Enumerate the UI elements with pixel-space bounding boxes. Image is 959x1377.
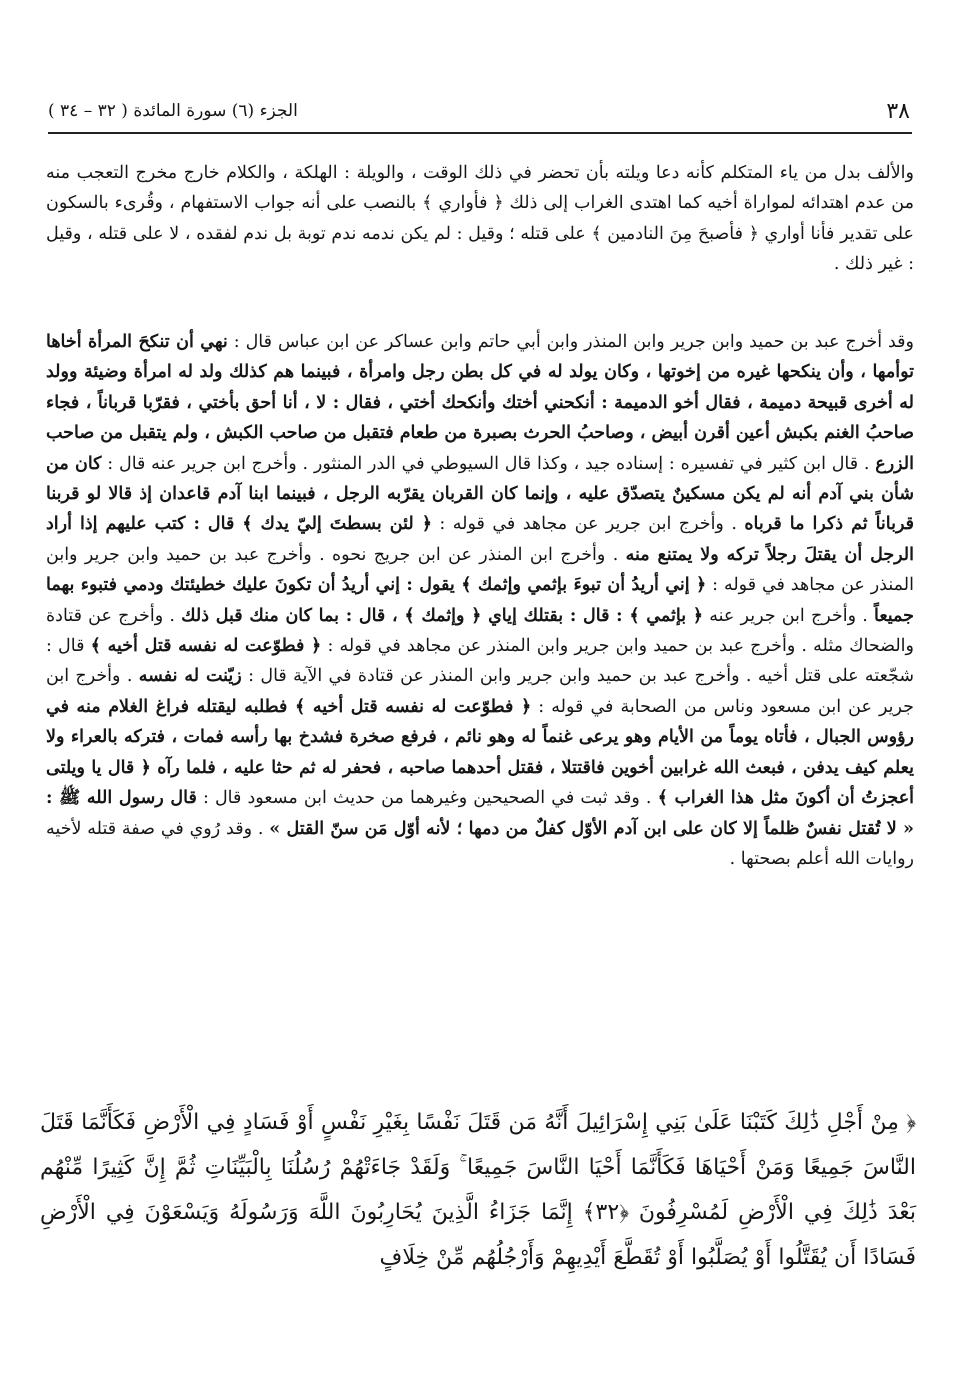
- narration-text: . وأخرج ابن المنذر عن ابن جريج نحوه . وأخرج عبد بن حميد وابن جرير وابن المنذر عن مجاهد في قوله :: [46, 544, 914, 596]
- narration-text: . وقد رُوي في صفة قتله لأخيه روايات الله أعلم بصحتها .: [46, 818, 914, 869]
- narration-text: . وأخرج عن قتادة والضحاك مثله . وأخرج عبد بن حميد وابن جرير وابن المنذر عن مجاهد في قوله :: [46, 605, 914, 657]
- narration-text: وقد أخرج عبد بن حميد وابن جرير وابن المنذر وابن أبي حاتم وابن عساكر عن ابن عباس قال :: [227, 332, 914, 352]
- narration-text: . وأخرج ابن جرير عن مجاهد في قوله :: [431, 514, 745, 535]
- paragraph-commentary: والألف بدل من ياء المتكلم كأنه دعا ويلته بأن تحضر في ذلك الوقت ، والويلة : الهلكة ، والكلام خارج مخرج التعجب منه من عدم اهتدائه لمواراة أخيه كما اهتدى الغراب إلى ذلك ﴿ فأواري ﴾ بالنصب على أنه جواب الاستفهام ، وقُرىء بالسكون على تقدير فأنا أواري ﴿ فأصبحَ مِنَ النادمين ﴾ على قتله ؛ وقيل : لم يكن ندمه ندم توبة بل ندم لفقده ، لا على قتله ، وقيل : غير ذلك .: [46, 163, 914, 275]
- quoted-narration: ﴿ بإثمي ﴾ : قال : بقتلك إياي ﴿ وإثمك ﴾ ، قال : بما كان منك قبل ذلك: [181, 605, 704, 626]
- quoted-narration: كان من شأن بني آدم أنه لم يكن مسكينٌ يتصدّق عليه ، وإنما كان القربان يقرّبه الرجل ، فبينما ابنا آدم قاعدان إذ قالا لو قربنا قرباناً ثم ذكرا ما قرباه: [46, 453, 915, 535]
- quran-verse-block: ﴿ مِنْ أَجْلِ ذَٰلِكَ كَتَبْنَا عَلَىٰ بَنِي إِسْرَائِيلَ أَنَّهُ مَن قَتَلَ نَفْسًا بِغَيْرِ نَفْسٍ أَوْ فَسَادٍ فِي الْأَرْضِ فَكَأَنَّمَا قَتَلَ النَّاسَ جَمِيعًا وَمَنْ أَحْيَاهَا فَكَأَنَّمَا أَحْيَا النَّاسَ جَمِيعًا ۚ وَلَقَدْ جَاءَتْهُمْ رُسُلُنَا بِالْبَيِّنَاتِ ثُمَّ إِنَّ كَثِيرًا مِّنْهُم بَعْدَ ذَٰلِكَ فِي الْأَرْضِ لَمُسْرِفُونَ ﴿٣٢﴾ إِنَّمَا جَزَاءُ الَّذِينَ يُحَارِبُونَ اللَّهَ وَرَسُولَهُ وَيَسْعَوْنَ فِي الْأَرْضِ فَسَادًا أَن يُقَتَّلُوا أَوْ يُصَلَّبُوا أَوْ تُقَطَّعَ أَيْدِيهِمْ وَأَرْجُلُهُم مِّنْ خِلَافٍ: [40, 1110, 916, 1270]
- page-header: [48, 92, 910, 130]
- paragraph-narrations: [46, 327, 914, 874]
- quoted-narration: زيّنت له نفسه: [138, 666, 242, 687]
- running-title: الجزء (٦) سورة المائدة ( ٣٢ – ٣٤ ): [48, 101, 298, 121]
- quoted-narration: ﴿ فطوّعت له نفسه قتل أخيه ﴾: [90, 636, 322, 657]
- quoted-narration: ﴿ فطوّعت له نفسه قتل أخيه ﴾ فطلبه ليقتله فراغ الغلام منه في رؤوس الجبال ، فأتاه يوماً من الأيام وهو يرعى غنماً له وهو نائم ، فرفع صخرة فشدخ بها رأسه فمات ، فتركه بالعراء ولا يعلم كيف يدفن ، فبعث الله غرابين أخوين فاقتتلا ، فقتل أحدهما صاحبه ، فحفر له ثم حثا عليه ، فلما رآه ﴿ قال يا ويلتى أعجزتُ أن أكونَ مثل هذا الغراب ﴾: [46, 696, 915, 809]
- quoted-narration: قال رسول الله ﷺ : « لا تُقتل نفسٌ ظلماً إلا كان على ابن آدم الأوّل كفلٌ من دمها ؛ لأنه أوّل مَن سنّ القتل »: [46, 788, 914, 839]
- quoted-narration: نهي أن تنكحَ المرأة أخاها توأمها ، وأن ينكحها غيره من إخوتها ، وكان يولد له في كل بطن رجل وامرأة ، فبينما هم كذلك ولد له امرأة وضيئة وولد له أخرى قبيحة دميمة ، فقال أخو الدميمة : أنكحني أختك وأنكحك أختي ، فقال : لا ، أنا أحق بأختي ، فقرّبا قرباناً ، فجاء صاحبُ الغنم بكبش أعين أقرن أبيض ، وصاحبُ الحرث بصبرة من طعام فتقبل من صاحب الكبش ، ولم يتقبل من صاحب الزرع: [45, 332, 914, 474]
- narration-text: . وأخرج ابن جرير عنه: [703, 605, 874, 626]
- header-rule: [48, 132, 912, 134]
- page-number: ٣٨: [886, 98, 910, 124]
- narration-text: . وقد ثبت في الصحيحين وغيرهما من حديث ابن مسعود قال :: [196, 788, 658, 809]
- narration-text: . قال ابن كثير في تفسيره : إسناده جيد ، وكذا قال السيوطي في الدر المنثور . وأخرج ابن جرير عنه قال :: [101, 453, 876, 474]
- narration-text: قال : شجّعته على قتل أخيه . وأخرج عبد بن حميد وابن جرير وابن المنذر عن قتادة في الآية قال :: [46, 636, 914, 687]
- quoted-narration: ﴿ لئن بسطتَ إليّ يدك ﴾ قال : كتب عليهم إذا أراد الرجل أن يقتلَ رجلاً تركه ولا يمتنع منه: [46, 514, 914, 565]
- quoted-narration: ﴿ إني أريدُ أن تبوءَ بإثمي وإثمك ﴾ يقول : إني أريدُ أن تكونَ عليك خطيئتك ودمي فتبوء بهما جميعاً: [46, 575, 914, 626]
- narration-text: . وأخرج ابن جرير عن ابن مسعود وناس من الصحابة في قوله :: [46, 666, 914, 717]
